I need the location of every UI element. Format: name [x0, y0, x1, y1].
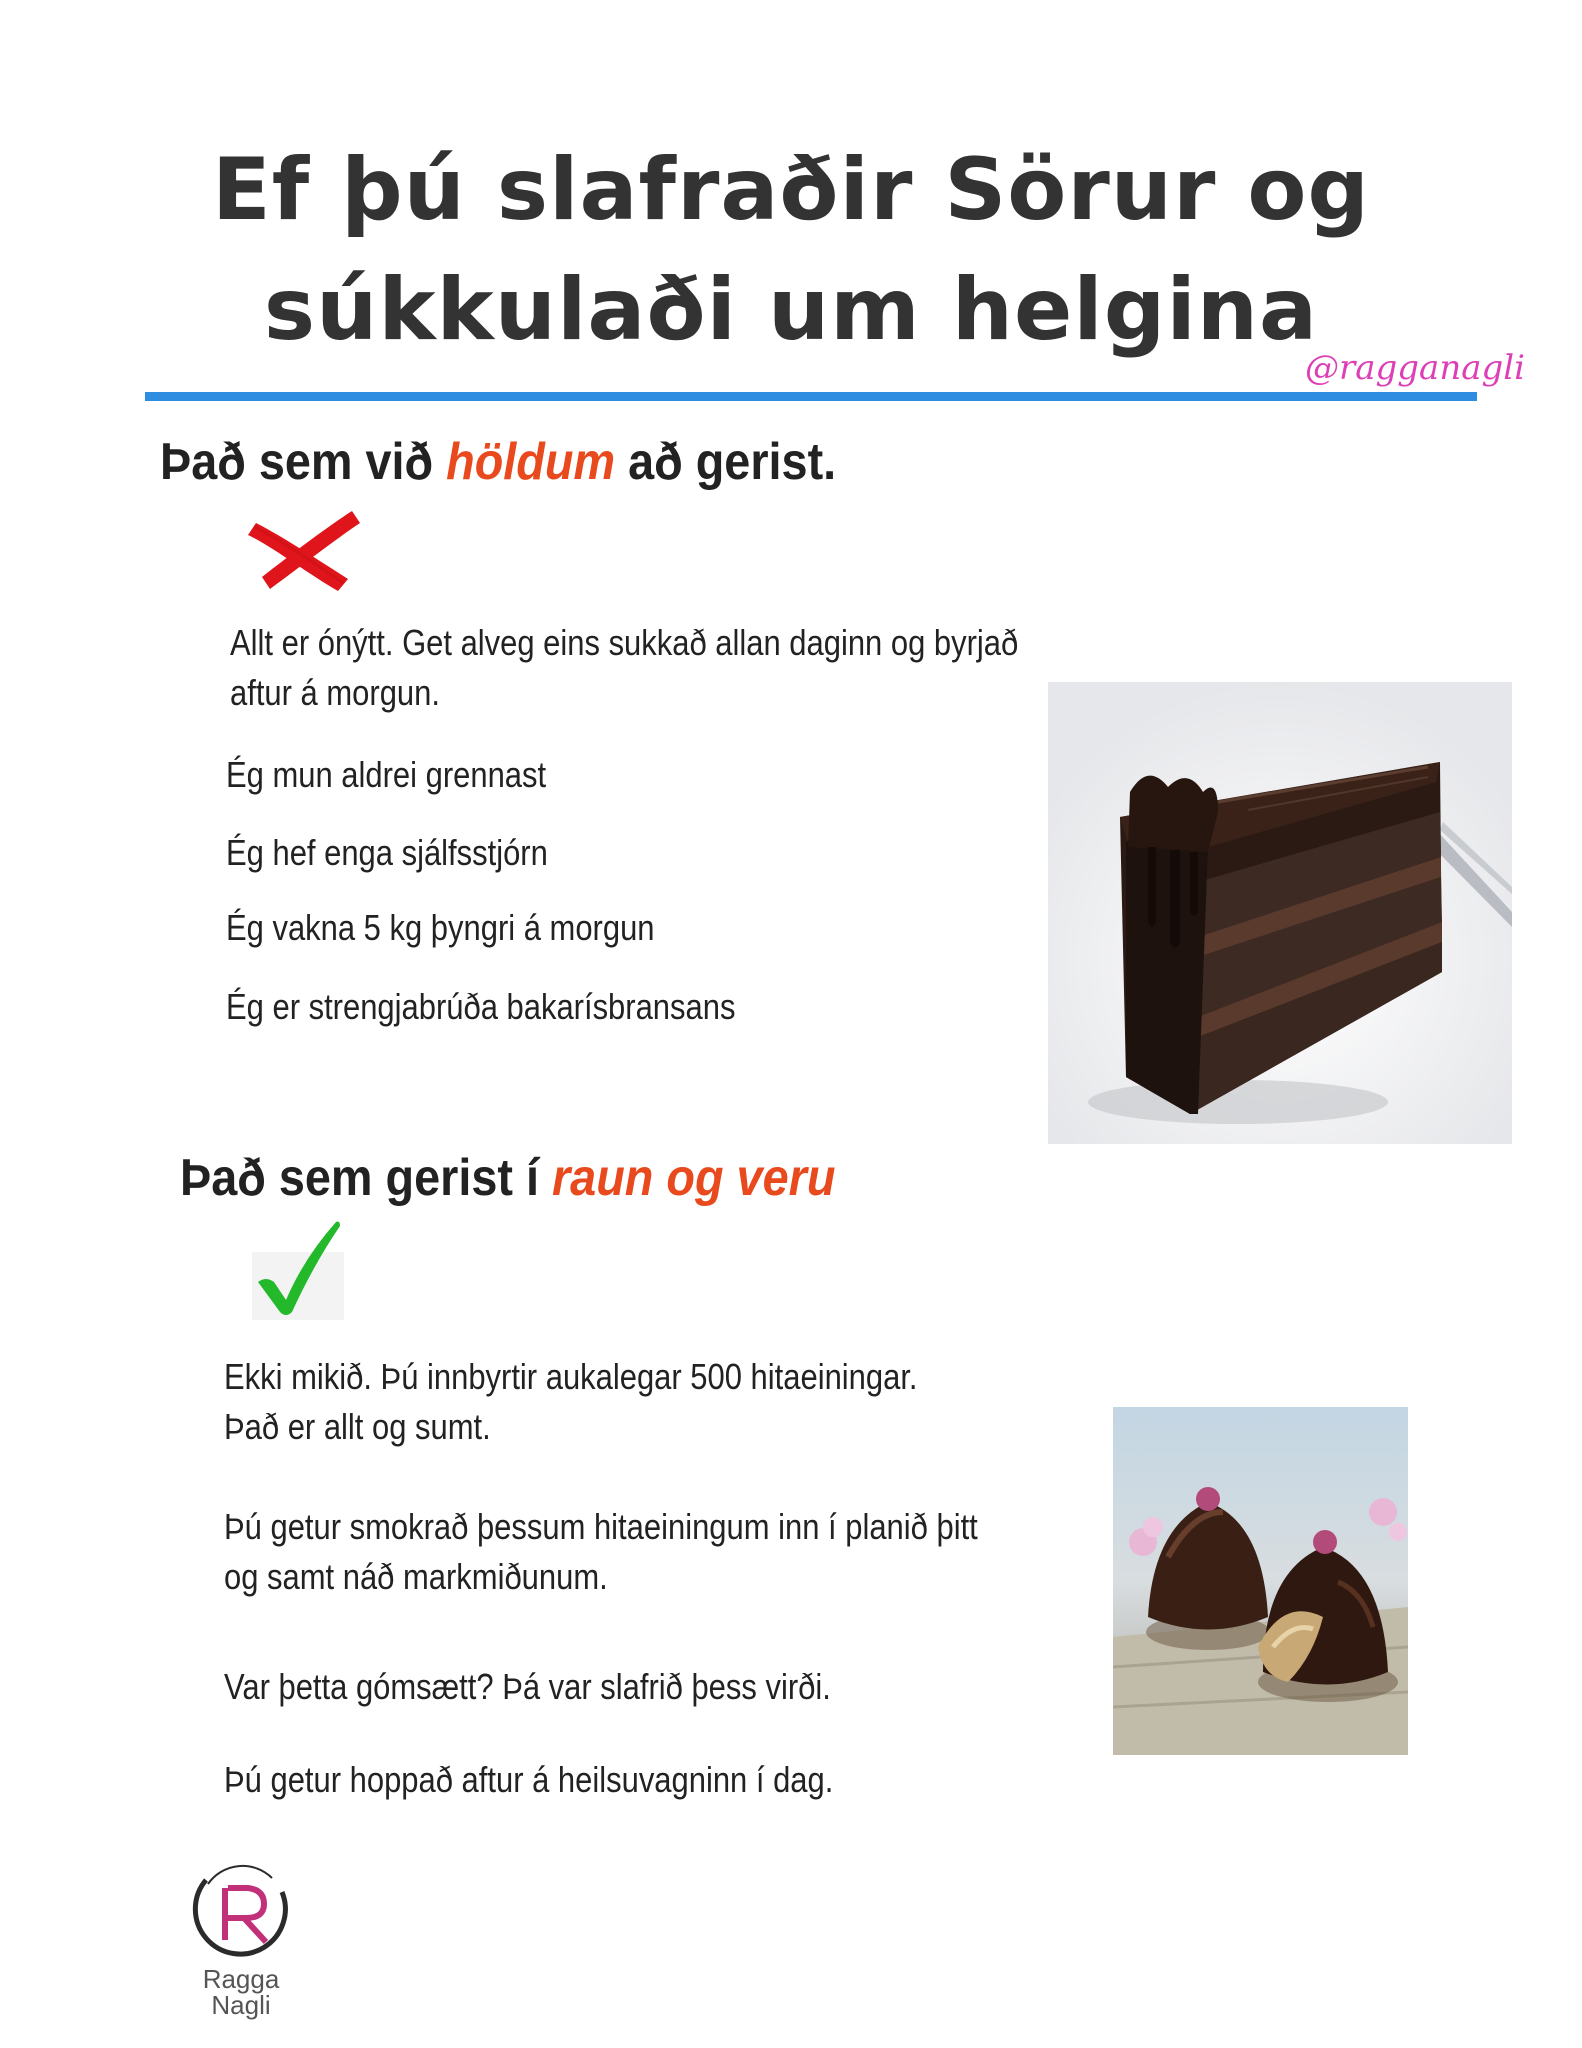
reality-paragraph-2	[224, 1502, 978, 1602]
logo-text-line-2: Nagli	[211, 1990, 271, 2020]
expected-item: Ég vakna 5 kg þyngri á morgun	[226, 907, 655, 948]
title-line-1: Ef þú slafraðir Sörur og	[212, 140, 1370, 240]
reality-paragraph-1-line-1: Ekki mikið. Þú innbyrtir aukalegar 500 hitaeiningar.	[224, 1356, 918, 1397]
expected-paragraph-line-2: aftur á morgun.	[230, 672, 440, 713]
reality-paragraph-4: Þú getur hoppað aftur á heilsuvagninn í dag.	[224, 1759, 834, 1800]
profiteroles-image	[1113, 1407, 1408, 1755]
reality-heading-accent: raun og veru	[551, 1149, 836, 1207]
logo-text-line-1: Ragga	[202, 1964, 280, 1994]
logo-text	[186, 1966, 296, 2018]
instagram-handle: @ragganagli	[1305, 348, 1526, 388]
reality-paragraph-2-line-2: og samt náð markmiðunum.	[224, 1556, 608, 1597]
expected-paragraph	[230, 618, 1018, 718]
reality-paragraph-1	[224, 1352, 918, 1452]
expected-heading-start: Það sem við	[160, 433, 447, 491]
reality-heading	[180, 1148, 835, 1208]
page-title	[0, 130, 1582, 370]
title-line-2: súkkulaði um helgina	[263, 260, 1319, 360]
reality-paragraph-1-line-2: Það er allt og sumt.	[224, 1406, 491, 1447]
green-checkmark-icon	[252, 1212, 344, 1320]
chocolate-cake-image	[1048, 682, 1512, 1144]
expected-paragraph-line-1: Allt er ónýtt. Get alveg eins sukkað allan daginn og byrjað	[230, 622, 1019, 663]
expected-heading-end: að gerist.	[615, 433, 837, 491]
expected-heading	[160, 432, 836, 492]
logo-mark-icon	[186, 1862, 296, 1966]
reality-paragraph-3: Var þetta gómsætt? Þá var slafrið þess virði.	[224, 1666, 831, 1707]
red-cross-icon	[240, 505, 362, 595]
title-divider	[145, 392, 1477, 401]
ragga-nagli-logo	[186, 1862, 296, 2048]
expected-item: Ég hef enga sjálfsstjórn	[226, 832, 548, 873]
expected-heading-accent: höldum	[446, 433, 616, 491]
reality-paragraph-2-line-1: Þú getur smokrað þessum hitaeiningum inn í planið þitt	[224, 1506, 978, 1547]
expected-item: Ég er strengjabrúða bakarísbransans	[226, 986, 736, 1027]
expected-item: Ég mun aldrei grennast	[226, 754, 547, 795]
reality-heading-start: Það sem gerist í	[180, 1149, 552, 1207]
